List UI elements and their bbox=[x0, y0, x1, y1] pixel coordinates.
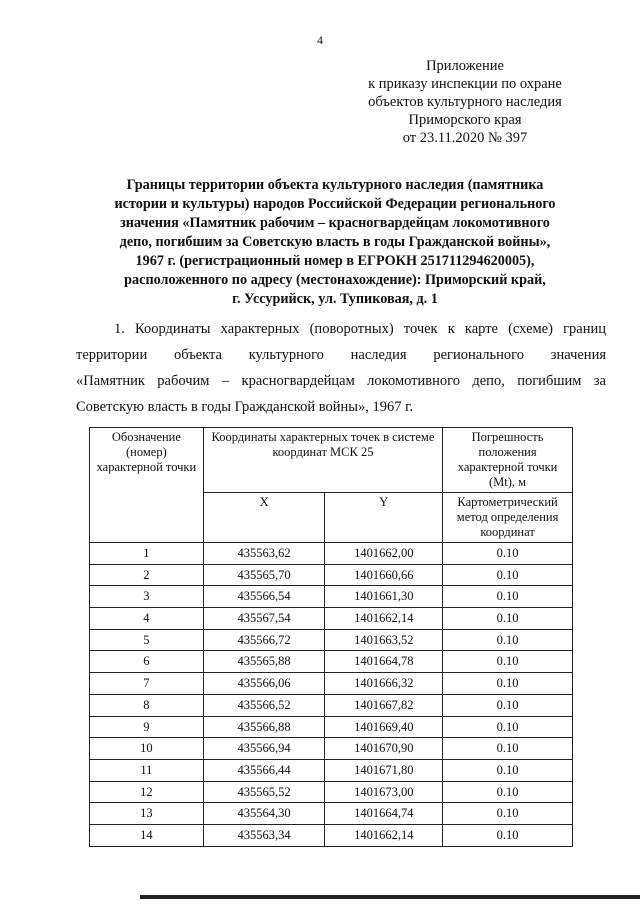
cell-accuracy: 0.10 bbox=[443, 824, 573, 846]
page-number: 4 bbox=[317, 33, 323, 47]
cell-accuracy: 0.10 bbox=[443, 716, 573, 738]
cell-x: 435565,88 bbox=[203, 651, 325, 673]
header-accuracy: Погрешность положения характерной точки (Mt), м bbox=[443, 428, 573, 493]
table-row bbox=[90, 586, 573, 608]
title-line: депо, погибшим за Советскую власть в годы Гражданской войны», bbox=[119, 234, 551, 250]
cell-accuracy: 0.10 bbox=[443, 543, 573, 565]
cell-x: 435566,72 bbox=[203, 629, 325, 651]
cell-x: 435564,30 bbox=[203, 803, 325, 825]
cell-y: 1401662,14 bbox=[325, 824, 443, 846]
cell-y: 1401670,90 bbox=[325, 738, 443, 760]
cell-accuracy: 0.10 bbox=[443, 673, 573, 695]
header-y: Y bbox=[325, 493, 443, 543]
cell-y: 1401666,32 bbox=[325, 673, 443, 695]
cell-y: 1401661,30 bbox=[325, 586, 443, 608]
title-line: Границы территории объекта культурного наследия (памятника bbox=[126, 177, 544, 193]
cell-point-number: 6 bbox=[90, 651, 204, 673]
table-row bbox=[90, 694, 573, 716]
cell-point-number: 7 bbox=[90, 673, 204, 695]
table-row bbox=[90, 651, 573, 673]
cell-point-number: 10 bbox=[90, 738, 204, 760]
cell-y: 1401667,82 bbox=[325, 694, 443, 716]
table-row bbox=[90, 738, 573, 760]
cell-point-number: 14 bbox=[90, 824, 204, 846]
cell-accuracy: 0.10 bbox=[443, 781, 573, 803]
cell-accuracy: 0.10 bbox=[443, 629, 573, 651]
cell-accuracy: 0.10 bbox=[443, 694, 573, 716]
cell-point-number: 5 bbox=[90, 629, 204, 651]
header-method: Картометрический метод определения координат bbox=[443, 493, 573, 543]
cell-accuracy: 0.10 bbox=[443, 586, 573, 608]
title-line: значения «Памятник рабочим – красногвардейцам локомотивного bbox=[120, 215, 550, 231]
cell-point-number: 8 bbox=[90, 694, 204, 716]
header-x: X bbox=[203, 493, 325, 543]
coordinates-table bbox=[89, 427, 573, 847]
cell-accuracy: 0.10 bbox=[443, 651, 573, 673]
cell-x: 435566,54 bbox=[203, 586, 325, 608]
cell-y: 1401673,00 bbox=[325, 781, 443, 803]
appendix-line: от 23.11.2020 № 397 bbox=[402, 130, 528, 146]
cell-point-number: 13 bbox=[90, 803, 204, 825]
table-row bbox=[90, 564, 573, 586]
cell-x: 435563,62 bbox=[203, 543, 325, 565]
cell-accuracy: 0.10 bbox=[443, 803, 573, 825]
table-row bbox=[90, 803, 573, 825]
cell-point-number: 4 bbox=[90, 608, 204, 630]
table-row bbox=[90, 543, 573, 565]
cell-y: 1401671,80 bbox=[325, 759, 443, 781]
cell-accuracy: 0.10 bbox=[443, 564, 573, 586]
cell-y: 1401662,14 bbox=[325, 608, 443, 630]
cell-x: 435566,06 bbox=[203, 673, 325, 695]
cell-x: 435566,94 bbox=[203, 738, 325, 760]
paragraph-line: территории объекта культурного наследия регионального значения bbox=[76, 347, 606, 363]
cell-accuracy: 0.10 bbox=[443, 738, 573, 760]
paragraph-line: Советскую власть в годы Гражданской войны», 1967 г. bbox=[76, 399, 414, 415]
cell-y: 1401662,00 bbox=[325, 543, 443, 565]
table-row bbox=[90, 673, 573, 695]
cell-x: 435563,34 bbox=[203, 824, 325, 846]
table-body bbox=[90, 543, 573, 847]
document-title bbox=[70, 176, 600, 309]
paragraph-coordinates-intro bbox=[76, 316, 606, 420]
header-point-number: Обозначение (номер) характерной точки bbox=[90, 428, 204, 543]
paragraph-line: «Памятник рабочим – красногвардейцам локомотивного депо, погибшим за bbox=[76, 373, 606, 389]
cell-accuracy: 0.10 bbox=[443, 759, 573, 781]
appendix-line: к приказу инспекции по охране bbox=[368, 76, 562, 92]
header-coordinates: Координаты характерных точек в системе координат МСК 25 bbox=[203, 428, 442, 493]
cell-point-number: 9 bbox=[90, 716, 204, 738]
cell-point-number: 3 bbox=[90, 586, 204, 608]
cell-x: 435565,70 bbox=[203, 564, 325, 586]
cell-x: 435567,54 bbox=[203, 608, 325, 630]
appendix-block bbox=[320, 57, 610, 147]
cell-x: 435566,88 bbox=[203, 716, 325, 738]
table-row bbox=[90, 716, 573, 738]
table-row bbox=[90, 759, 573, 781]
cell-y: 1401660,66 bbox=[325, 564, 443, 586]
cell-x: 435566,44 bbox=[203, 759, 325, 781]
title-line: г. Уссурийск, ул. Тупиковая, д. 1 bbox=[232, 291, 438, 307]
appendix-line: Приморского края bbox=[408, 112, 522, 128]
title-line: истории и культуры) народов Российской Федерации регионального bbox=[114, 196, 556, 212]
cell-y: 1401663,52 bbox=[325, 629, 443, 651]
appendix-line: Приложение bbox=[426, 58, 504, 74]
cell-x: 435566,52 bbox=[203, 694, 325, 716]
table-row bbox=[90, 629, 573, 651]
table-row bbox=[90, 781, 573, 803]
title-line: 1967 г. (регистрационный номер в ЕГРОКН 251711294620005), bbox=[135, 253, 535, 269]
cell-accuracy: 0.10 bbox=[443, 608, 573, 630]
cell-point-number: 11 bbox=[90, 759, 204, 781]
cell-y: 1401664,78 bbox=[325, 651, 443, 673]
cell-point-number: 12 bbox=[90, 781, 204, 803]
cell-x: 435565,52 bbox=[203, 781, 325, 803]
paragraph-line: 1. Координаты характерных (поворотных) точек к карте (схеме) границ bbox=[114, 321, 606, 337]
cell-point-number: 1 bbox=[90, 543, 204, 565]
title-line: расположенного по адресу (местонахождение): Приморский край, bbox=[124, 272, 546, 288]
scan-edge-line bbox=[140, 895, 640, 899]
cell-y: 1401669,40 bbox=[325, 716, 443, 738]
cell-y: 1401664,74 bbox=[325, 803, 443, 825]
appendix-line: объектов культурного наследия bbox=[368, 94, 562, 110]
table-row bbox=[90, 824, 573, 846]
cell-point-number: 2 bbox=[90, 564, 204, 586]
table-row bbox=[90, 608, 573, 630]
